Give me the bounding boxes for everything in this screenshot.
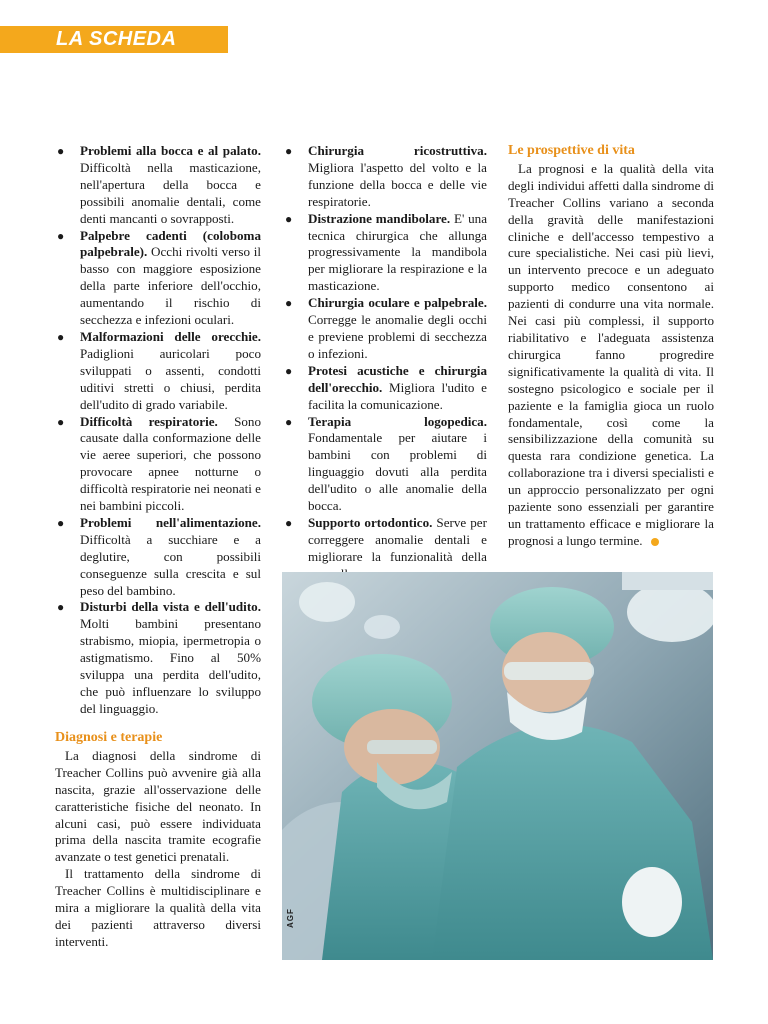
item-title: Malformazioni delle orecchie. bbox=[80, 328, 261, 344]
bullet-icon: ● bbox=[285, 515, 293, 530]
item-text: Corregge le anomalie degli occhi e previene problemi di secchezza o infezioni. bbox=[308, 312, 487, 361]
item-title: Terapia logopedica. bbox=[308, 413, 487, 429]
item-text: Difficoltà nella masticazione, nell'apertura della bocca e possibili anomalie dentali, come denti mancanti o sovrapposti. bbox=[80, 159, 261, 226]
surgery-photo bbox=[282, 572, 713, 960]
item-text: Difficoltà a succhiare e a deglutire, con possibili conseguenze sulla crescita e sul peso del bambino. bbox=[80, 531, 261, 598]
list-item bbox=[55, 414, 261, 515]
item-title: Chirurgia oculare e palpebrale. bbox=[308, 295, 487, 311]
symptom-list bbox=[55, 143, 261, 718]
list-item bbox=[55, 228, 261, 329]
item-title: Distrazione mandibolare. bbox=[308, 210, 451, 226]
bullet-icon: ● bbox=[57, 414, 65, 429]
diagnosis-paragraph-2: Il trattamento della sindrome di Treacher Collins è multidisciplinare e mira a migliorare la qualità della vita dei pazienti attraverso diversi interventi. bbox=[55, 866, 261, 949]
bullet-icon: ● bbox=[285, 144, 293, 158]
item-text: Sono causate dalla conformazione delle vie aeree superiori, che possono provocare apnee notturne o difficoltà respiratorie nei neonati e nei bambini piccoli. bbox=[80, 413, 261, 514]
list-item bbox=[283, 211, 487, 296]
photo-credit: AGF bbox=[286, 908, 295, 928]
bullet-icon: ● bbox=[57, 144, 65, 158]
item-title: Disturbi della vista e dell'udito. bbox=[80, 599, 261, 615]
bullet-icon: ● bbox=[285, 363, 293, 378]
column-prognosis bbox=[508, 143, 714, 550]
diagnosis-paragraph-1: La diagnosi della sindrome di Treacher Collins può avvenire già alla nascita, grazie all'osservazione delle caratteristiche fisiche del neonato. In alcuni casi, può essere individuata prima della nascita tramite ecografie avanzate o test genetici prenatali. bbox=[55, 747, 261, 865]
item-title: Supporto ortodontico. bbox=[308, 514, 433, 530]
item-title: Palpebre cadenti (coloboma palpebrale). bbox=[80, 227, 261, 260]
item-text: Migliora l'aspetto del volto e la funzione della bocca e delle vie respiratorie. bbox=[308, 159, 487, 209]
item-text: Serve per correggere anomalie dentali e migliorare la funzionalità della bbox=[308, 514, 487, 564]
bullet-icon: ● bbox=[285, 414, 293, 429]
item-title: Problemi nell'alimentazione. bbox=[80, 514, 261, 530]
surgeons-illustration bbox=[282, 572, 713, 960]
item-title: Chirurgia ricostruttiva. bbox=[308, 143, 487, 158]
item-text: Occhi rivolti verso il basso con maggiore esposizione della parte inferiore dell'occhio, aumentando il rischio di secchezza e infezioni oculari. bbox=[80, 244, 261, 328]
item-title: Problemi alla bocca e al palato. bbox=[80, 143, 261, 158]
bullet-icon: ● bbox=[57, 329, 65, 344]
column-treatments bbox=[283, 143, 487, 583]
list-item bbox=[283, 143, 487, 211]
list-item bbox=[283, 295, 487, 363]
diagnosis-heading: Diagnosi e terapie bbox=[55, 730, 163, 745]
prognosis-text: La prognosi e la qualità della vita degli individui affetti dalla sindrome di Treacher Collins variano a seconda della gravità delle manifestazioni cliniche e dell'accesso tempestivo a cure specialistiche. Nei casi più lievi, un intervento precoce e un adeguato supporto medico consentono ai pazienti di condurre una vita normale. Nei casi più complessi, il supporto riabilitativo e l'adeguata assistenza chirurgica fanno progredire significativamente la qualità di vita. Il sostegno psicologico e sociale per il paziente e la famiglia gioca un ruolo fondamentale, così come la sensibilizzazione della comunità su questa rara condizione genetica. La collaborazione tra i diversi specialisti e un approccio personalizzato per ogni paziente sono essenziali per garantire un trattamento efficace e migliorare la prognosi a lungo termine. bbox=[508, 160, 714, 548]
bullet-icon: ● bbox=[285, 211, 293, 226]
prognosis-paragraph bbox=[508, 161, 714, 550]
item-title: Protesi acustiche e chirurgia dell'orecchio. bbox=[308, 362, 487, 395]
section-tag-label: LA SCHEDA bbox=[56, 28, 177, 50]
item-text: Migliora l'udito e facilita la comunicazione. bbox=[308, 379, 487, 412]
list-item bbox=[55, 329, 261, 414]
item-text: Fondamentale per aiutare i bambini con problemi di linguaggio dovuti alla perdita dell'udito o alle anomalie della bocca. bbox=[308, 430, 487, 514]
end-mark-icon bbox=[651, 538, 659, 546]
list-item bbox=[283, 363, 487, 414]
item-text: Padiglioni auricolari poco sviluppati o assenti, condotti uditivi stretti o chiusi, perdita dell'udito di grado variabile. bbox=[80, 345, 261, 412]
item-text: E' una tecnica chirurgica che allunga progressivamente la mandibola per migliorare la respirazione e la masticazione. bbox=[308, 210, 488, 294]
list-item bbox=[283, 414, 487, 515]
list-item bbox=[55, 143, 261, 228]
bullet-icon: ● bbox=[285, 296, 293, 311]
list-item bbox=[55, 599, 261, 717]
prognosis-heading: Le prospettive di vita bbox=[508, 143, 635, 158]
diagnosis-section bbox=[55, 730, 261, 951]
item-text: Molti bambini presentano strabismo, miopia, ipermetropia o astigmatismo. Fino al 50% sviluppa una perdita dell'udito, che può influenzare lo sviluppo del linguaggio. bbox=[80, 616, 261, 716]
item-title: Difficoltà respiratorie. bbox=[80, 413, 218, 429]
treatment-list bbox=[283, 143, 487, 583]
section-tag bbox=[0, 26, 228, 53]
bullet-icon: ● bbox=[57, 600, 65, 615]
list-item bbox=[55, 515, 261, 600]
column-symptoms bbox=[55, 143, 261, 718]
bullet-icon: ● bbox=[57, 515, 65, 530]
bullet-icon: ● bbox=[57, 228, 65, 243]
